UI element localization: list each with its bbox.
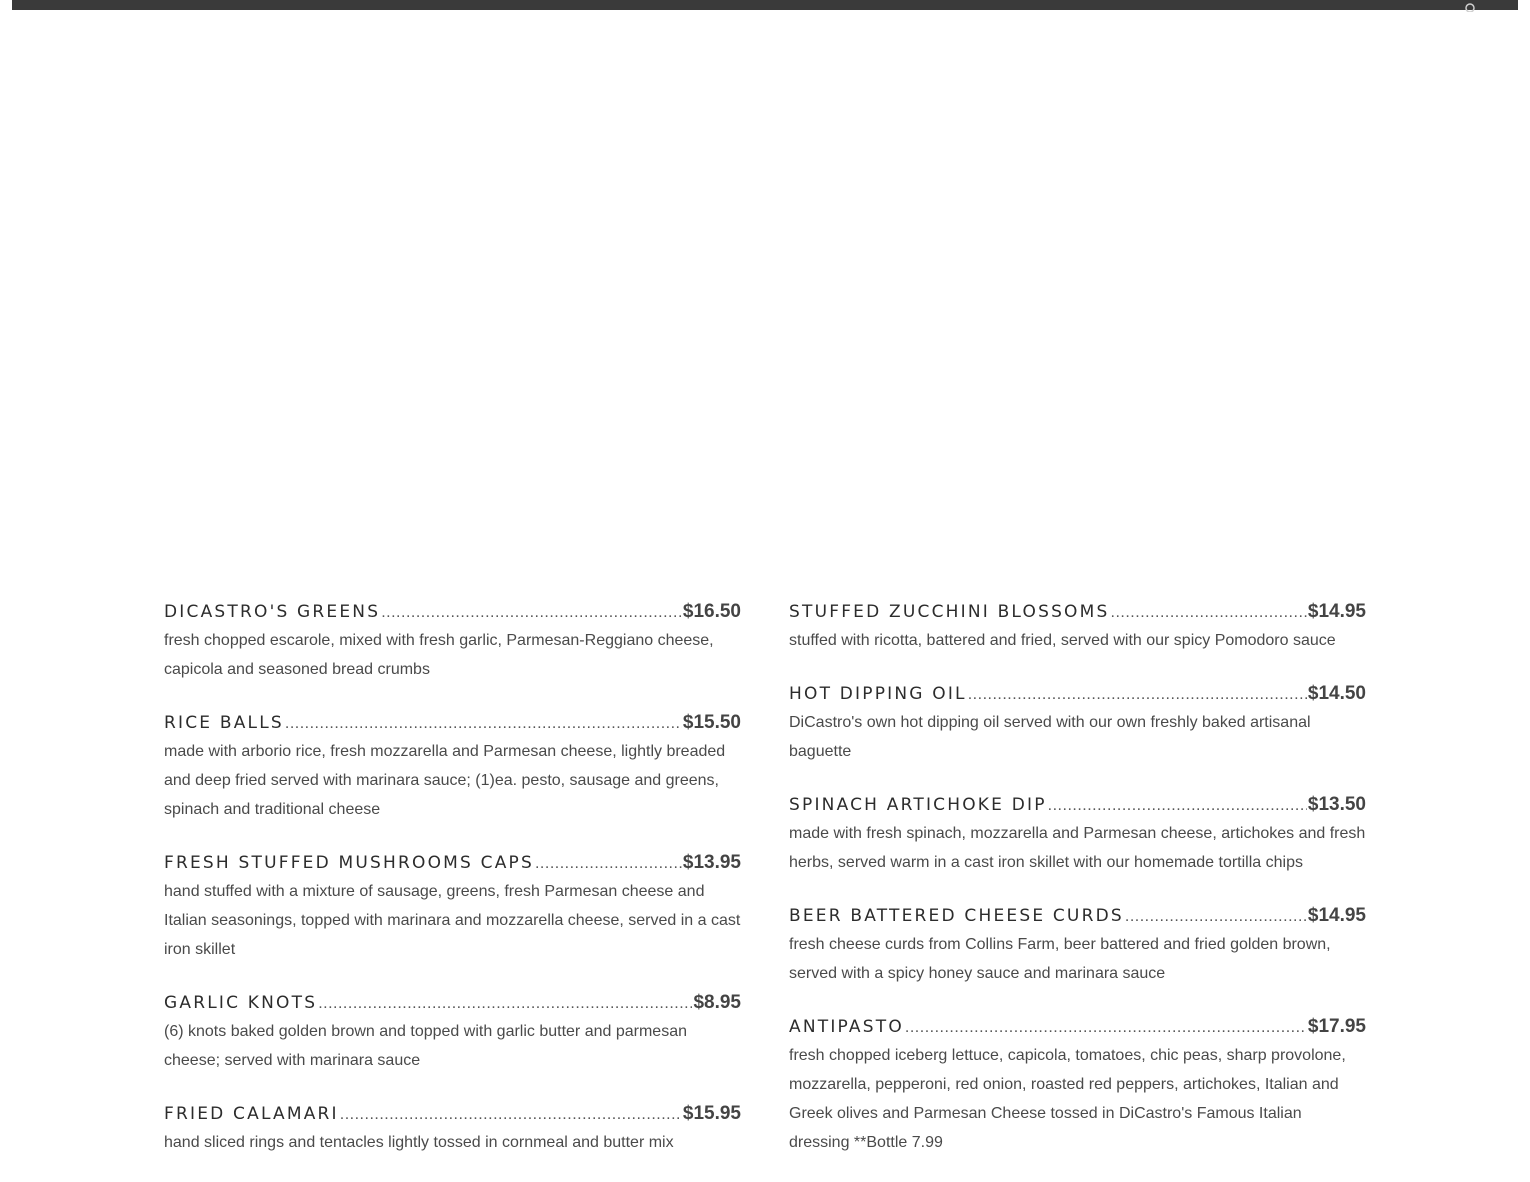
dot-leader [381, 599, 682, 627]
menu-item-header [164, 849, 741, 877]
menu-column-right [789, 598, 1366, 1182]
menu-item-description: stuffed with ricotta, battered and fried, served with our spicy Pomodoro sauce [789, 632, 1336, 649]
menu-item-description: made with arborio rice, fresh mozzarella and Parmesan cheese, lightly breaded and deep fried served with marinara sauce; (1)ea. pesto, sausage and greens, spinach and traditional cheese [164, 743, 726, 818]
menu-item-description: (6) knots baked golden brown and topped with garlic butter and parmesan cheese; served with marinara sauce [164, 1023, 687, 1069]
menu-item-price: $14.95 [1307, 905, 1366, 926]
menu-item-header [164, 1100, 741, 1128]
menu-item [789, 1013, 1366, 1157]
menu-item-price: $13.50 [1307, 794, 1366, 815]
menu-item-name: ANTIPASTO [789, 1017, 904, 1037]
menu-item-name: DICASTRO'S GREENS [164, 602, 381, 622]
top-navigation-bar [12, 0, 1518, 10]
menu-item-description: hand sliced rings and tentacles lightly tossed in cornmeal and butter mix [164, 1134, 674, 1151]
dot-leader [968, 681, 1307, 709]
menu-item-header [789, 902, 1366, 930]
menu-item [164, 598, 741, 684]
menu-item-price: $8.95 [693, 992, 741, 1013]
menu-item-header [789, 680, 1366, 708]
menu-item-header [164, 598, 741, 626]
menu-item-name: FRESH STUFFED MUSHROOMS CAPS [164, 853, 534, 873]
menu-item-name: BEER BATTERED CHEESE CURDS [789, 906, 1124, 926]
menu-item-price: $15.95 [682, 1103, 741, 1124]
menu-item-header [789, 1013, 1366, 1041]
menu-item-description: fresh chopped iceberg lettuce, capicola, tomatoes, chic peas, sharp provolone, mozzarella, pepperoni, red onion, roasted red peppers, artichokes, Italian and Greek olives and Parmesan Cheese tossed in DiCastro's Famous Italian dressing **Bottle 7.99 [789, 1047, 1346, 1151]
menu-item-description: made with fresh spinach, mozzarella and Parmesan cheese, artichokes and fresh herbs, served warm in a cast iron skillet with our homemade tortilla chips [789, 825, 1366, 871]
menu-item-header [789, 791, 1366, 819]
dot-leader [1125, 903, 1307, 931]
menu-item-name: HOT DIPPING OIL [789, 684, 967, 704]
menu-item-name: SPINACH ARTICHOKE DIP [789, 795, 1047, 815]
menu-item [164, 1100, 741, 1157]
menu-item-price: $15.50 [682, 712, 741, 733]
menu-item-name: RICE BALLS [164, 713, 284, 733]
menu-item-description: hand stuffed with a mixture of sausage, greens, fresh Parmesan cheese and Italian seasonings, topped with marinara and mozzarella cheese, served in a cast iron skillet [164, 883, 741, 958]
menu-item-description: fresh cheese curds from Collins Farm, beer battered and fried golden brown, served with a spicy honey sauce and marinara sauce [789, 936, 1331, 982]
menu-item-price: $13.95 [682, 852, 741, 873]
menu-item [789, 791, 1366, 877]
search-icon[interactable] [1463, 2, 1477, 12]
menu-item-header [164, 709, 741, 737]
menu-item [164, 709, 741, 824]
dot-leader [340, 1101, 682, 1129]
menu-item-name: GARLIC KNOTS [164, 993, 318, 1013]
menu-item [789, 598, 1366, 655]
menu-item-price: $14.95 [1307, 601, 1366, 622]
menu-item-header [164, 989, 741, 1017]
menu-item [789, 902, 1366, 988]
menu-item [164, 849, 741, 964]
menu-item [164, 989, 741, 1075]
menu-item [789, 680, 1366, 766]
menu-item-name: FRIED CALAMARI [164, 1104, 339, 1124]
menu-item-description: fresh chopped escarole, mixed with fresh garlic, Parmesan-Reggiano cheese, capicola and seasoned bread crumbs [164, 632, 714, 678]
dot-leader [1048, 792, 1307, 820]
dot-leader [285, 710, 682, 738]
dot-leader [905, 1014, 1307, 1042]
menu-column-left [164, 598, 741, 1182]
menu-item-name: STUFFED ZUCCHINI BLOSSOMS [789, 602, 1110, 622]
menu-item-price: $16.50 [682, 601, 741, 622]
dot-leader [1111, 599, 1307, 627]
menu-item-price: $17.95 [1307, 1016, 1366, 1037]
dot-leader [318, 990, 692, 1018]
menu-item-header [789, 598, 1366, 626]
menu-item-description: DiCastro's own hot dipping oil served with our own freshly baked artisanal baguette [789, 714, 1311, 760]
dot-leader [535, 850, 682, 878]
menu-item-price: $14.50 [1307, 683, 1366, 704]
